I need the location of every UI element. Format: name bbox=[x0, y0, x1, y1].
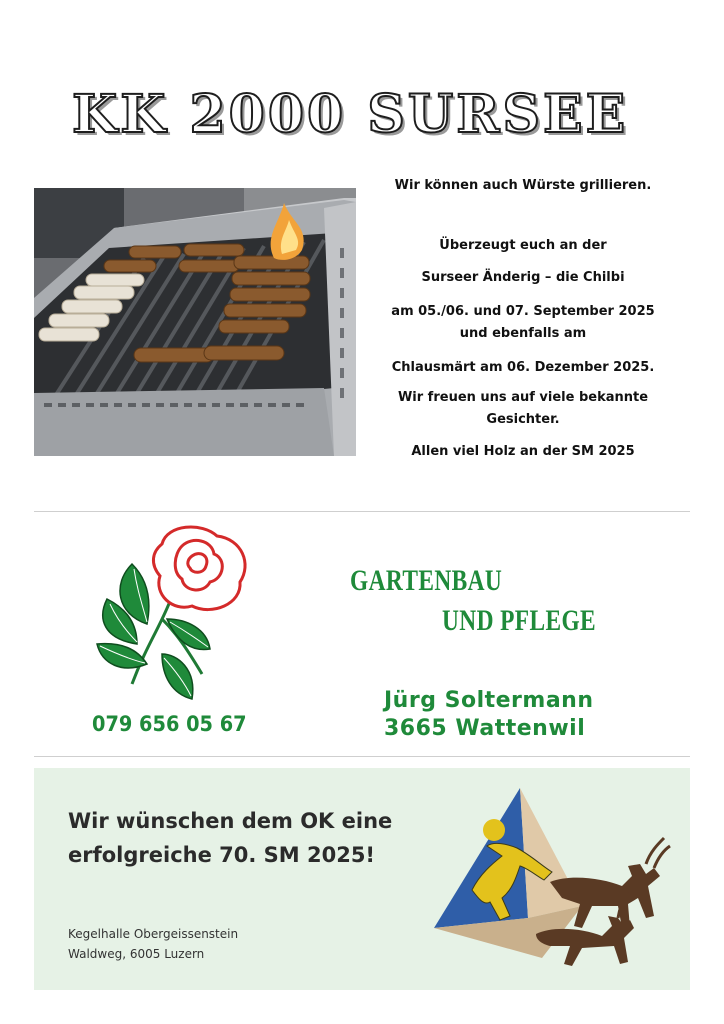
gartenbau-title: GARTENBAU bbox=[350, 564, 503, 597]
bbq-line: Chlausmärt am 06. Dezember 2025. bbox=[391, 360, 655, 375]
bbq-line: Wir freuen uns auf viele bekannte bbox=[397, 390, 649, 405]
address bbox=[68, 924, 328, 964]
bbq-line: am 05./06. und 07. September 2025 bbox=[391, 304, 655, 319]
wish-line: erfolgreiche 70. SM 2025! bbox=[68, 843, 376, 867]
bbq-line: Gesichter. bbox=[486, 412, 560, 427]
section-divider bbox=[34, 511, 690, 512]
wish-message bbox=[68, 804, 428, 872]
bbq-line: Wir können auch Würste grillieren. bbox=[394, 178, 652, 193]
grill-photo bbox=[34, 188, 356, 456]
section-divider bbox=[34, 756, 690, 757]
triangle-runner-deer-logo bbox=[432, 786, 672, 976]
bbq-line: und ebenfalls am bbox=[459, 326, 587, 341]
gartenbau-subtitle: UND PFLEGE bbox=[442, 604, 597, 637]
address-line: Kegelhalle Obergeissenstein bbox=[68, 927, 239, 941]
gartenbau-owner: Jürg Soltermann bbox=[384, 688, 594, 713]
wish-line: Wir wünschen dem OK eine bbox=[68, 809, 393, 833]
red-rose-icon bbox=[92, 524, 252, 704]
page-title: KK 2000 SURSEE bbox=[72, 84, 629, 145]
gartenbau-city: 3665 Wattenwil bbox=[384, 716, 586, 741]
phone-number: 079 656 05 67 bbox=[92, 712, 247, 736]
bbq-line: Überzeugt euch an der bbox=[439, 238, 607, 253]
address-line: Waldweg, 6005 Luzern bbox=[68, 947, 205, 961]
bbq-line: Surseer Änderig – die Chilbi bbox=[421, 270, 625, 285]
bbq-line: Allen viel Holz an der SM 2025 bbox=[411, 444, 635, 459]
